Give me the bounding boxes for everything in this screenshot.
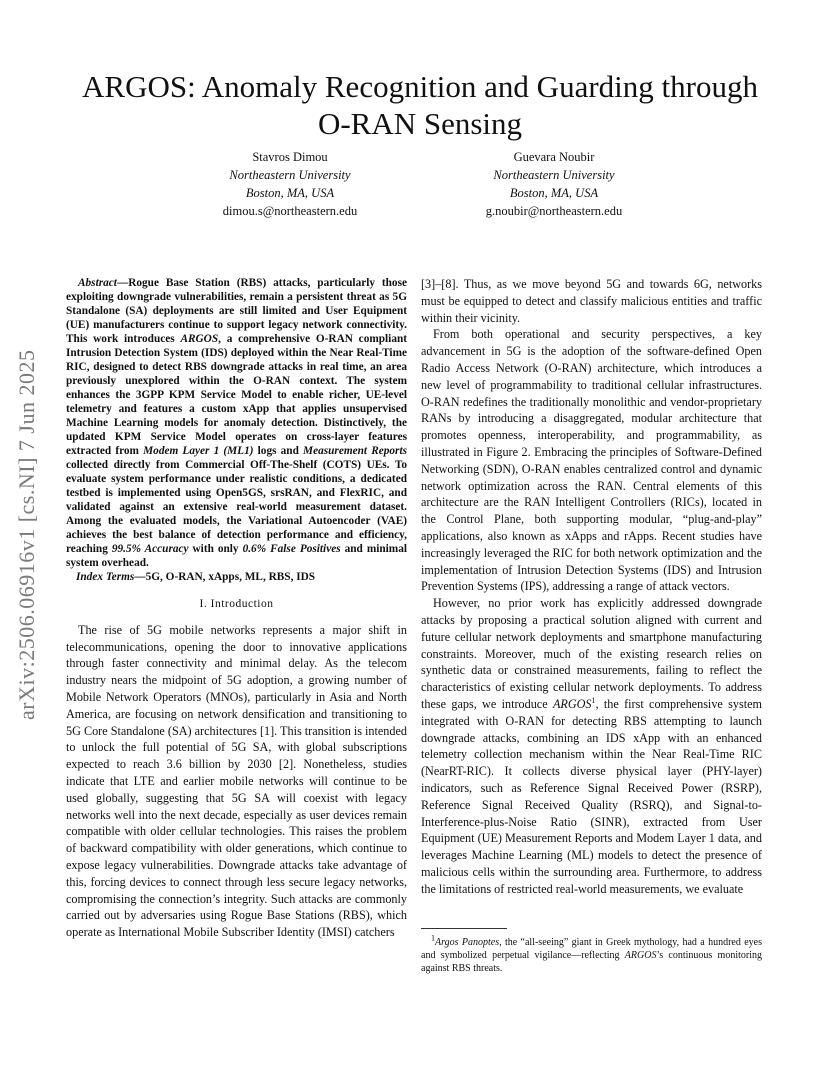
abstract-text: —Rogue Base Station (RBS) attacks, particularly those exploiting downgrade vulnerabilities, remain a persistent threat as 5G Standalone (SA) deployments are still limited and User Equipment (UE) manufacturers continue to support legacy network connectivity. This work introduces bbox=[66, 277, 407, 345]
left-column bbox=[66, 276, 407, 941]
author-affiliation: Northeastern University bbox=[493, 168, 615, 182]
footnote-number: 1 bbox=[431, 933, 435, 943]
footnote-emphasis: ARGOS bbox=[624, 950, 657, 961]
abstract-emphasis: Measurement Reports bbox=[303, 445, 407, 457]
footnote-emphasis: Argos Panoptes bbox=[435, 937, 500, 948]
abstract bbox=[66, 276, 407, 570]
index-terms-text: —5G, O-RAN, xApps, ML, RBS, IDS bbox=[134, 571, 316, 583]
footnote bbox=[421, 933, 762, 975]
author-affiliation: Northeastern University bbox=[229, 168, 351, 182]
section-heading: I. Introduction bbox=[199, 598, 274, 610]
body-emphasis: ARGOS bbox=[552, 696, 592, 711]
abstract-text: logs and bbox=[253, 445, 304, 457]
index-terms-lead: Index Terms bbox=[76, 571, 135, 583]
footnote-divider bbox=[421, 928, 507, 929]
footnote-text: , the “all-seeing” giant in Greek mythology, had a hundred eyes and symbolized perpetual vigilance—reflecting bbox=[421, 937, 762, 961]
abstract-text: and minimal system overhead. bbox=[66, 543, 407, 569]
abstract-emphasis: Modem Layer 1 (ML1) bbox=[143, 445, 254, 457]
abstract-emphasis: ARGOS bbox=[180, 333, 219, 345]
body-paragraph bbox=[421, 595, 762, 897]
footnote-marker: 1 bbox=[591, 695, 596, 705]
body-paragraph: The rise of 5G mobile networks represents a major shift in telecommunications, opening the door to innovative applications through faster connectivity and minimal delay. As the telecom industry nears the midpoint of 5G adoption, a growing number of Mobile Network Operators (MNOs), particularly in Asia and North America, are focusing on network densification and transitioning to 5G Core Standalone (SA) architectures [1]. This transition is intended to unlock the full potential of 5G SA, with global subscriptions expected to reach 3.6 billion by 2030 [2]. Nonetheless, studies indicate that LTE and earlier mobile networks will continue to be used globally, suggesting that 5G SA will coexist with legacy networks well into the next decade, especially as user devices remain compatible with older cellular technologies. This raises the problem of backward compatibility with older generations, which continue to expose legacy vulnerabilities. Downgrade attacks take advantage of this, forcing devices to connect through less secure legacy networks, compromising the connection’s integrity. Such attacks are commonly carried out by adversaries using Rogue Base Stations (RBS), which operate as International Mobile Subscriber Identity (IMSI) catchers bbox=[66, 622, 407, 940]
footnote-text: ’s continuous monitoring against RBS threats. bbox=[421, 950, 762, 974]
author-block-1 bbox=[160, 148, 420, 220]
paper-title: ARGOS: Anomaly Recognition and Guarding through O-RAN Sensing bbox=[82, 69, 758, 141]
abstract-emphasis: 99.5% Accuracy bbox=[111, 543, 189, 555]
arxiv-identifier: arXiv:2506.06916v1 [cs.NI] 7 Jun 2025 bbox=[14, 349, 39, 721]
abstract-text: , a comprehensive O-RAN compliant Intrusion Detection System (IDS) deployed within the Near Real-Time RIC, designed to detect RBS downgrade attacks in real time, an area previously unexplored within the O-RAN context. The system enhances the 3GPP KPM Service Model to enable richer, UE-level telemetry and features a custom xApp that applies unsupervised Machine Learning models for anomaly detection. Distinctively, the updated KPM Service Model operates on cross-layer features extracted from bbox=[66, 333, 408, 457]
author-block-2 bbox=[424, 148, 684, 220]
abstract-lead: Abstract bbox=[78, 277, 117, 289]
body-paragraph: From both operational and security perspectives, a key advancement in 5G is the adoption of the software-defined Open Radio Access Network (O-RAN) architecture, which introduces a new level of programmability to traditional cellular infrastructures. O-RAN redefines the traditionally monolithic and vendor-proprietary RANs by introducing a disaggregated, modular architecture that promotes openness, interoperability, and programmability, as illustrated in Figure 2. Embracing the principles of Software-Defined Networking (SDN), O-RAN enables centralized control and dynamic network optimization across the RAN. Central elements of this architecture are the RAN Intelligent Controllers (RICs), located in the Control Plane, both supporting modular, “plug-and-play” applications, also known as xApps and rApps. Recent studies have increasingly leveraged the RIC for both network optimization and the implementation of Intrusion Detection Systems (IDS) and Intrusion Prevention Systems (IPS), addressing a range of attack vectors. bbox=[421, 327, 762, 594]
abstract-text: collected directly from Commercial Off-The-Shelf (COTS) UEs. To evaluate system performance under realistic conditions, a dedicated testbed is implemented using Open5GS, srsRAN, and FlexRIC, and validated against an extensive real-world measurement dataset. Among the evaluated models, the Variational Autoencoder (VAE) achieves the best balance of detection performance and efficiency, reaching bbox=[66, 459, 407, 555]
author-name: Stavros Dimou bbox=[252, 150, 328, 164]
author-email: dimou.s@northeastern.edu bbox=[222, 204, 358, 218]
right-column bbox=[421, 276, 762, 897]
body-paragraph: [3]–[8]. Thus, as we move beyond 5G and towards 6G, networks must be equipped to detect and classify malicious entities and traffic within their vicinity. bbox=[421, 277, 762, 325]
author-location: Boston, MA, USA bbox=[509, 186, 599, 200]
abstract-text: with only bbox=[188, 543, 243, 555]
author-name: Guevara Noubir bbox=[513, 150, 595, 164]
author-location: Boston, MA, USA bbox=[245, 186, 335, 200]
body-text: However, no prior work has explicitly addressed downgrade attacks by proposing a practical solution aligned with current and future cellular network deployments and smartphone manufacturing constraints. Moreover, much of the existing research relies on synthetic data or constrained measurements, failing to reflect the characteristics of existing cellular network deployments. To address these gaps, we introduce bbox=[421, 596, 762, 711]
index-terms bbox=[66, 570, 407, 584]
author-email: g.noubir@northeastern.edu bbox=[485, 204, 623, 218]
abstract-emphasis: 0.6% False Positives bbox=[242, 543, 341, 555]
body-text: , the first comprehensive system integrated with O-RAN for detecting RBS attempting to launch downgrade attacks, combining an IDS xApp with an enhanced telemetry collection mechanism within the Near Real-Time RIC (NearRT-RIC). It collects diverse physical layer (PHY-layer) indicators, such as Reference Signal Received Power (RSRP), Reference Signal Received Quality (RSRQ), and Signal-to-Interference-plus-Noise Ratio (SINR), extracted from User Equipment (UE) Measurement Reports and Modem Layer 1 data, and leverages Machine Learning (ML) models to detect the presence of malicious cells within the surrounding area. Furthermore, to address the limitations of restricted real-world measurements, we evaluate bbox=[421, 696, 762, 896]
